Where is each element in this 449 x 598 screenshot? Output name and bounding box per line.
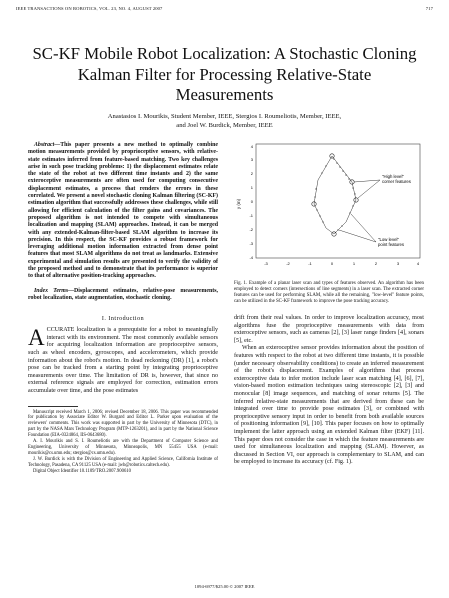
journal-name: IEEE TRANSACTIONS ON ROBOTICS, VOL. 23, NO. 4, AUGUST 2007 bbox=[16, 6, 163, 11]
y-tick-label: -4 bbox=[249, 255, 253, 260]
y-tick-label: -2 bbox=[249, 227, 253, 232]
footnote-affiliation-2: J. W. Burdick is with the Division of Engineering and Applied Science, California Institute of Technology, Pasadena, CA 91125 USA (e-mail: jwb@robotics.caltech.edu). bbox=[28, 456, 218, 468]
y-tick-label: 4 bbox=[250, 144, 253, 149]
author-line-1: Anastasios I. Mourikis, Student Member, IEEE, Stergios I. Roumeliotis, Member, IEEE, bbox=[107, 113, 342, 120]
arrow-high bbox=[354, 180, 380, 182]
feature-point bbox=[348, 178, 349, 179]
footnote-doi: Digital Object Identifier 10.1109/TRO.2007.900610 bbox=[33, 469, 131, 475]
feature-point bbox=[316, 209, 317, 210]
paragraph: drift from their real values. In order to improve localization accuracy, most algorithms fuse the proprioceptive measurements with data from exteroceptive sensors, such as cameras [2], [3] laser range finders [4], sonars [5], etc. bbox=[234, 315, 424, 344]
abstract-lead: Abstract bbox=[34, 142, 55, 148]
feature-point bbox=[349, 212, 350, 213]
feature-point bbox=[325, 165, 326, 166]
right-column bbox=[234, 142, 424, 582]
y-axis-label: y (m) bbox=[236, 198, 241, 210]
feature-point bbox=[337, 229, 338, 230]
abstract-text: —This paper presents a new method to optimally combine motion measurements provided by proprioceptive sensors, with relative-state estimates inferred from feature-based matching. Two key challenges arise in such pose tracking problems: 1) the displacement estimates relate the state of the robot at two different time instants and 2) the same exteroceptive measurements are often used for computing consecutive displacement estimates, a process that renders the errors in these correlated. We present a novel stochastic cloning Kalman filtering (SC-KF) estimation algorithm that successfully addresses these challenges, while still allowing for efficient calculation of the filter gains and covariances. The proposed algorithm is not intended to compete with simultaneous localization and mapping (SLAM) approaches. Instead, it can be merged with any extended-Kalman-filter-based SLAM algorithm to increase its precision. In this respect, the SC-KF provides a robust framework for leveraging additional motion information extracted from dense point features that most SLAM algorithms do not treat as landmarks. Extensive experimental and simulation results are presented to verify the validity of the proposed method and to demonstrate that its performance is superior to that of alternative position-tracking approaches. bbox=[28, 142, 218, 280]
feature-point bbox=[315, 188, 316, 189]
footnote-affiliation-1: A. I. Mourikis and S. I. Roumeliotis are with the Department of Computer Science and Engineering, University of Minnesota, Minneapolis, MN 55455 USA (e-mail: mourikis@cs.umn.edu; stergios@cs.umn.edu). bbox=[28, 439, 218, 456]
copyright-footer: 1094-6977/$25.00 © 2007 IEEE bbox=[194, 584, 255, 589]
drop-cap: A bbox=[28, 325, 45, 351]
label-low-line-1: "Low level" bbox=[378, 237, 399, 242]
label-high-line-2: corner features bbox=[382, 179, 411, 184]
footnotes bbox=[28, 410, 218, 475]
x-tick-label: -3 bbox=[264, 261, 268, 266]
arrow-high bbox=[358, 180, 380, 198]
abstract bbox=[28, 142, 218, 281]
index-terms-lead: Index Terms bbox=[34, 287, 69, 294]
feature-point bbox=[333, 158, 334, 159]
paragraph: When an exteroceptive sensor provides information about the position of features with respect to the robot at two different time instants, it is possible (under necessary observability conditions) to create an inferred measurement of the robot's displacement. Examples of algorithms that process exteroceptive data to infer motion include laser scan matching [4], [6], [7], vision-based motion estimation techniques using stereoscopic [2], [3] and monocular [8] image sequences, and matching of sonar returns [5]. The inferred relative-state measurements that are derived from these can be integrated over time to provide pose estimates [3], or combined with proprioceptive sensory input in order to benefit from both available sources of positioning information [9], [10]. This paper focuses on how to optimally implement the latter approach using an extended Kalman filter (EKF) [11]. This paper does not consider the case in which the feature measurements are used for simultaneous localization and mapping (SLAM). However, as discussed in Section VI, our approach is complementary to SLAM, and can be employed to increase its accuracy (cf. Fig. 1). bbox=[234, 345, 424, 466]
x-tick-label: 0 bbox=[330, 261, 334, 266]
figure-caption: Fig. 1. Example of a planar laser scan and types of features observed. An algorithm has been employed to detect corners (intersections of line segments) in a laser scan. The extracted corner features can be used for performing SLAM, while all the remaining, "low-level" feature points, can be utilized in the SC-KF framework to improve the pose tracking accuracy. bbox=[234, 281, 424, 304]
intro-paragraph bbox=[28, 327, 218, 395]
feature-point bbox=[339, 166, 340, 167]
feature-point bbox=[322, 221, 323, 222]
feature-point bbox=[336, 162, 337, 163]
label-high-line-1: "High level" bbox=[382, 174, 404, 179]
footnote-manuscript: Manuscript received March 1, 2006; revised December 18, 2006. This paper was recommended for publication by Associate Editor W. Burgard and Editor L. Parker upon evaluation of the reviewers' comments. This work was supported in part by the University of Minnesota (DTC), in part by the NASA Mars Technology Program (MTP-1263201), and in part by the National Science Foundation (EIA-0324864, IIS-0643680). bbox=[28, 409, 218, 438]
x-tick-label: 1 bbox=[352, 261, 356, 266]
x-tick-label: 2 bbox=[374, 261, 378, 266]
feature-point bbox=[342, 170, 343, 171]
y-tick-label: 3 bbox=[250, 157, 253, 162]
author-line-2: and Joel W. Burdick, Member, IEEE bbox=[176, 122, 273, 129]
scan-lines bbox=[314, 156, 356, 234]
annotation-arrows bbox=[339, 180, 380, 242]
feature-point bbox=[352, 205, 353, 206]
feature-point bbox=[314, 196, 315, 197]
feature-point bbox=[345, 174, 346, 175]
x-tick-labels bbox=[264, 261, 420, 266]
feature-point bbox=[354, 193, 355, 194]
intro-text: localization is a prerequisite for a robot to meaningfully interact with its environment. The most commonly available sensors for acquiring localization information are proprioceptive sensors, such as wheel encoders, gyroscopes, and accelerometers, which provide information about the robot's motion. In dead reckoning (DR) [1], a robot's pose can be tracked from a starting point by integrating proprioceptive measurements over time. The limitation of DR is, however, that since no external reference signals are employed for correction, estimation errors accumulate over time, and the pose estimates bbox=[28, 327, 218, 394]
laser-scan-plot bbox=[234, 142, 424, 277]
paper-title: SC-KF Mobile Robot Localization: A Stochastic Cloning Kalman Filter for Processing Relative-State Measurements bbox=[32, 44, 417, 104]
y-tick-label: 1 bbox=[250, 185, 253, 190]
intro-first-word: CCURATE bbox=[46, 327, 75, 334]
feature-point bbox=[321, 172, 322, 173]
running-header bbox=[16, 6, 433, 14]
y-tick-label: -3 bbox=[249, 241, 253, 246]
y-tick-label: 0 bbox=[250, 199, 253, 204]
index-terms bbox=[28, 288, 218, 303]
feature-point bbox=[341, 225, 342, 226]
corner-features bbox=[312, 154, 358, 236]
footnote-divider bbox=[28, 406, 78, 407]
feature-point bbox=[352, 187, 353, 188]
figure-1 bbox=[234, 142, 424, 277]
label-low-line-2: point features bbox=[378, 242, 405, 247]
x-tick-label: -1 bbox=[308, 261, 312, 266]
point-features bbox=[314, 158, 355, 230]
section-heading: I. Introduction bbox=[101, 316, 145, 323]
scan-outline bbox=[314, 156, 356, 234]
right-body-text bbox=[234, 315, 424, 467]
y-tick-label: 2 bbox=[250, 171, 253, 176]
author-list bbox=[40, 112, 409, 130]
y-tick-labels bbox=[249, 144, 253, 260]
x-tick-label: -2 bbox=[286, 261, 290, 266]
x-tick-label: 4 bbox=[416, 261, 420, 266]
left-column bbox=[28, 142, 218, 582]
page-number: 717 bbox=[425, 6, 433, 11]
index-terms-text: —Displacement estimates, relative-pose measurements, robot localization, state augmentation, stochastic cloning. bbox=[28, 287, 218, 301]
x-tick-label: 3 bbox=[396, 261, 400, 266]
y-tick-label: -1 bbox=[249, 213, 253, 218]
feature-point bbox=[319, 215, 320, 216]
